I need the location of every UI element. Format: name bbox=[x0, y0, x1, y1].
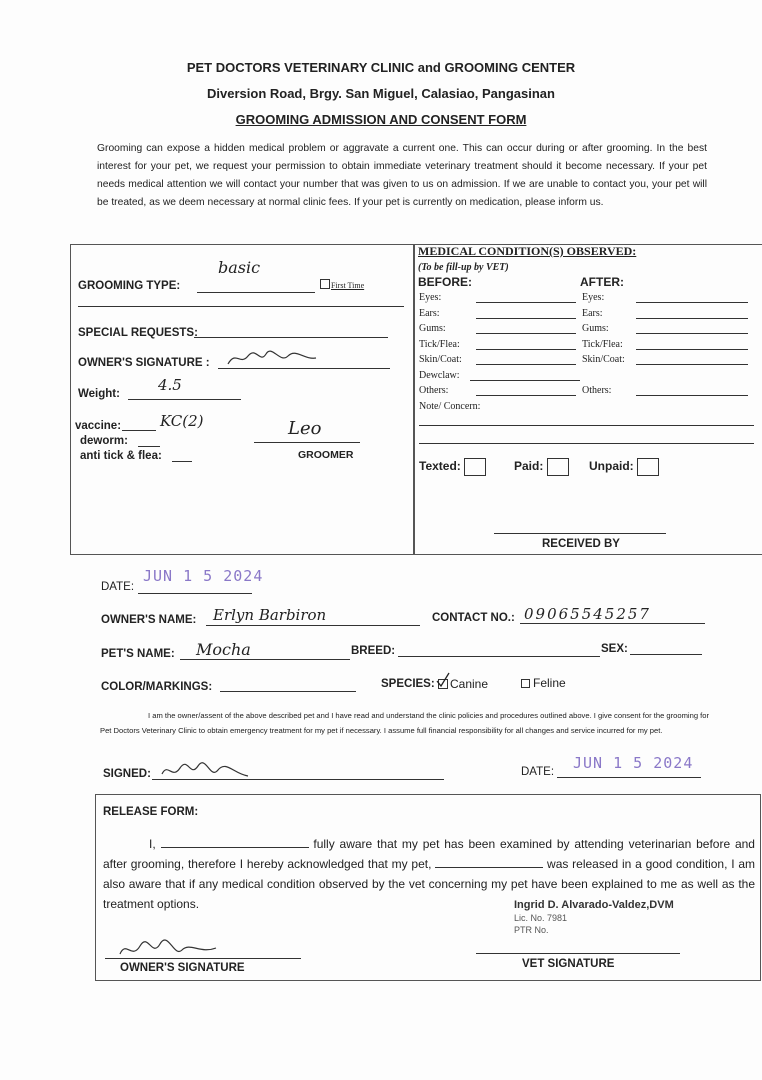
date-stamp: JUN 1 5 2024 bbox=[143, 567, 264, 585]
contact-value: 09065545257 bbox=[524, 605, 651, 623]
after-row-line[interactable] bbox=[636, 363, 748, 365]
owner-name-line[interactable] bbox=[206, 624, 420, 626]
special-requests-line[interactable] bbox=[194, 336, 388, 338]
groomer-label: GROOMER bbox=[298, 449, 354, 461]
vet-signature-line[interactable] bbox=[476, 952, 680, 954]
note-line-2[interactable] bbox=[419, 442, 754, 444]
after-row-line[interactable] bbox=[636, 348, 748, 350]
before-label: BEFORE: bbox=[418, 275, 472, 289]
note-line-1[interactable] bbox=[419, 424, 754, 426]
after-row-line[interactable] bbox=[636, 301, 748, 303]
vaccine-value: KC(2) bbox=[160, 412, 204, 430]
pet-name-label: PET'S NAME: bbox=[101, 648, 175, 660]
pet-name-value: Mocha bbox=[196, 640, 251, 659]
release-i: I, bbox=[149, 837, 156, 851]
vet-ptr: PTR No. bbox=[514, 925, 549, 935]
owner-release-signature-label: OWNER'S SIGNATURE bbox=[120, 962, 245, 974]
vet-signature-label: VET SIGNATURE bbox=[522, 958, 615, 970]
date-line[interactable] bbox=[138, 592, 252, 594]
form-title: GROOMING ADMISSION AND CONSENT FORM bbox=[235, 112, 527, 127]
signed-date-label: DATE: bbox=[521, 766, 555, 778]
color-line[interactable] bbox=[220, 690, 356, 692]
owner-release-signature-line[interactable] bbox=[105, 957, 301, 959]
first-time-checkbox[interactable] bbox=[320, 279, 330, 289]
before-row-line[interactable] bbox=[476, 394, 576, 396]
unpaid-label: Unpaid: bbox=[589, 459, 634, 474]
color-label: COLOR/MARKINGS: bbox=[101, 681, 213, 693]
before-row-line[interactable] bbox=[476, 317, 576, 319]
received-by-label: RECEIVED BY bbox=[542, 538, 620, 550]
release-title: RELEASE FORM: bbox=[103, 806, 199, 818]
paid-label: Paid: bbox=[514, 459, 544, 474]
after-row-label: Gums: bbox=[582, 323, 609, 334]
separator-line bbox=[78, 305, 404, 307]
medical-title: MEDICAL CONDITION(S) OBSERVED: bbox=[418, 244, 637, 258]
before-row-line[interactable] bbox=[476, 348, 576, 350]
clinic-address: Diversion Road, Brgy. San Miguel, Calasiao, Pangasinan bbox=[207, 86, 555, 101]
vaccine-line[interactable] bbox=[122, 429, 156, 431]
note-concern-label: Note/ Concern: bbox=[419, 401, 481, 412]
deworm-line[interactable] bbox=[138, 445, 160, 447]
after-row-line[interactable] bbox=[636, 332, 748, 334]
release-name-line[interactable] bbox=[161, 835, 309, 848]
after-row-label: Tick/Flea: bbox=[582, 339, 623, 350]
before-row-label: Dewclaw: bbox=[419, 370, 460, 381]
feline-label: Feline bbox=[533, 676, 566, 690]
weight-label: Weight: bbox=[78, 388, 120, 400]
vet-name: Ingrid D. Alvarado-Valdez,DVM bbox=[514, 899, 674, 911]
owner-signature-label: OWNER'S SIGNATURE : bbox=[78, 357, 210, 369]
contact-label: CONTACT NO.: bbox=[432, 612, 515, 624]
before-row-label: Tick/Flea: bbox=[419, 339, 460, 350]
breed-line[interactable] bbox=[398, 655, 600, 657]
before-row-label: Skin/Coat: bbox=[419, 354, 462, 365]
consent-paragraph: I am the owner/assent of the above described pet and I have read and understand the clinic policies and procedures outlined above. I give consent for the grooming for Pet Doctors Veterinary Clinic to obtain emergency treatment for my pet if necessary. I assume full financial responsibility for all changes and service incurred for my pet. bbox=[100, 711, 710, 735]
deworm-label: deworm: bbox=[80, 435, 128, 447]
canine-label: Canine bbox=[450, 677, 489, 691]
weight-value: 4.5 bbox=[158, 376, 182, 394]
after-row-label: Others: bbox=[582, 385, 612, 396]
grooming-type-value: basic bbox=[218, 258, 261, 277]
after-row-label: Eyes: bbox=[582, 292, 605, 303]
before-row-line[interactable] bbox=[476, 363, 576, 365]
before-row-label: Eyes: bbox=[419, 292, 442, 303]
texted-checkbox[interactable] bbox=[464, 458, 486, 476]
texted-field bbox=[419, 458, 486, 476]
before-row-label: Ears: bbox=[419, 308, 440, 319]
after-row-line[interactable] bbox=[636, 394, 748, 396]
signed-label: SIGNED: bbox=[103, 768, 151, 780]
after-row-line[interactable] bbox=[636, 317, 748, 319]
before-row-line[interactable] bbox=[476, 332, 576, 334]
owner-signature-scribble bbox=[226, 346, 318, 370]
grooming-type-label: GROOMING TYPE: bbox=[78, 280, 181, 292]
signed-date-stamp: JUN 1 5 2024 bbox=[573, 754, 694, 772]
anti-tick-line[interactable] bbox=[172, 460, 192, 462]
intro-paragraph: Grooming can expose a hidden medical problem or aggravate a current one. This can occur during or after grooming. In the best interest for your pet, we request your permission to obtain immediate veterinary treatment should it become necessary. If your pet needs medical attention we will contact your number that was given to us on admission. If we are unable to contact you, your pet will be treated, as we deem necessary at normal clinic fees. If your pet is currently on medication, please inform us. bbox=[97, 143, 707, 208]
clinic-name: PET DOCTORS VETERINARY CLINIC and GROOMING CENTER bbox=[186, 60, 576, 75]
species-label: SPECIES: bbox=[381, 678, 435, 690]
after-row-label: Skin/Coat: bbox=[582, 354, 625, 365]
before-row-line[interactable] bbox=[476, 301, 576, 303]
signed-signature-scribble bbox=[160, 760, 250, 784]
vaccine-label: vaccine: bbox=[75, 420, 122, 432]
owner-name-label: OWNER'S NAME: bbox=[101, 614, 197, 626]
special-requests-label: SPECIAL REQUESTS: bbox=[78, 327, 198, 339]
received-by-line[interactable] bbox=[494, 532, 666, 534]
paid-checkbox[interactable] bbox=[547, 458, 569, 476]
canine-check-icon bbox=[436, 672, 450, 688]
after-row-label: Ears: bbox=[582, 308, 603, 319]
unpaid-field bbox=[589, 458, 659, 476]
paid-field bbox=[514, 458, 569, 476]
feline-checkbox[interactable] bbox=[521, 679, 530, 688]
release-text-a: fully aware that my pet has been examined by attending veterinarian before and after grooming, therefore I hereby acknowledged that my pet, bbox=[103, 837, 755, 871]
date-label: DATE: bbox=[101, 581, 135, 593]
owner-name-value: Erlyn Barbiron bbox=[213, 606, 327, 624]
release-pet-line[interactable] bbox=[435, 855, 543, 868]
sex-line[interactable] bbox=[630, 653, 702, 655]
groomer-line[interactable] bbox=[254, 441, 360, 443]
medical-condition-box bbox=[413, 244, 762, 555]
release-text-b: was released in a good condition, I am also aware that if any medical condition observed by the vet concerning my pet have been explained to me as well as the treatment options. bbox=[103, 857, 755, 911]
groomer-name: Leo bbox=[288, 418, 322, 439]
before-row-label: Others: bbox=[419, 385, 449, 396]
breed-label: BREED: bbox=[351, 645, 396, 657]
anti-tick-label: anti tick & flea: bbox=[80, 450, 162, 462]
vet-note: (To be fill-up by VET) bbox=[418, 262, 509, 273]
vet-license: Lic. No. 7981 bbox=[514, 913, 568, 923]
first-time-label: First Time bbox=[331, 281, 365, 290]
before-row-line[interactable] bbox=[470, 379, 580, 381]
signed-date-line[interactable] bbox=[557, 776, 701, 778]
texted-label: Texted: bbox=[419, 459, 461, 474]
after-label: AFTER: bbox=[580, 275, 624, 289]
before-row-label: Gums: bbox=[419, 323, 446, 334]
unpaid-checkbox[interactable] bbox=[637, 458, 659, 476]
grooming-type-line[interactable] bbox=[197, 291, 315, 293]
sex-label: SEX: bbox=[601, 643, 628, 655]
weight-line[interactable] bbox=[128, 398, 241, 400]
